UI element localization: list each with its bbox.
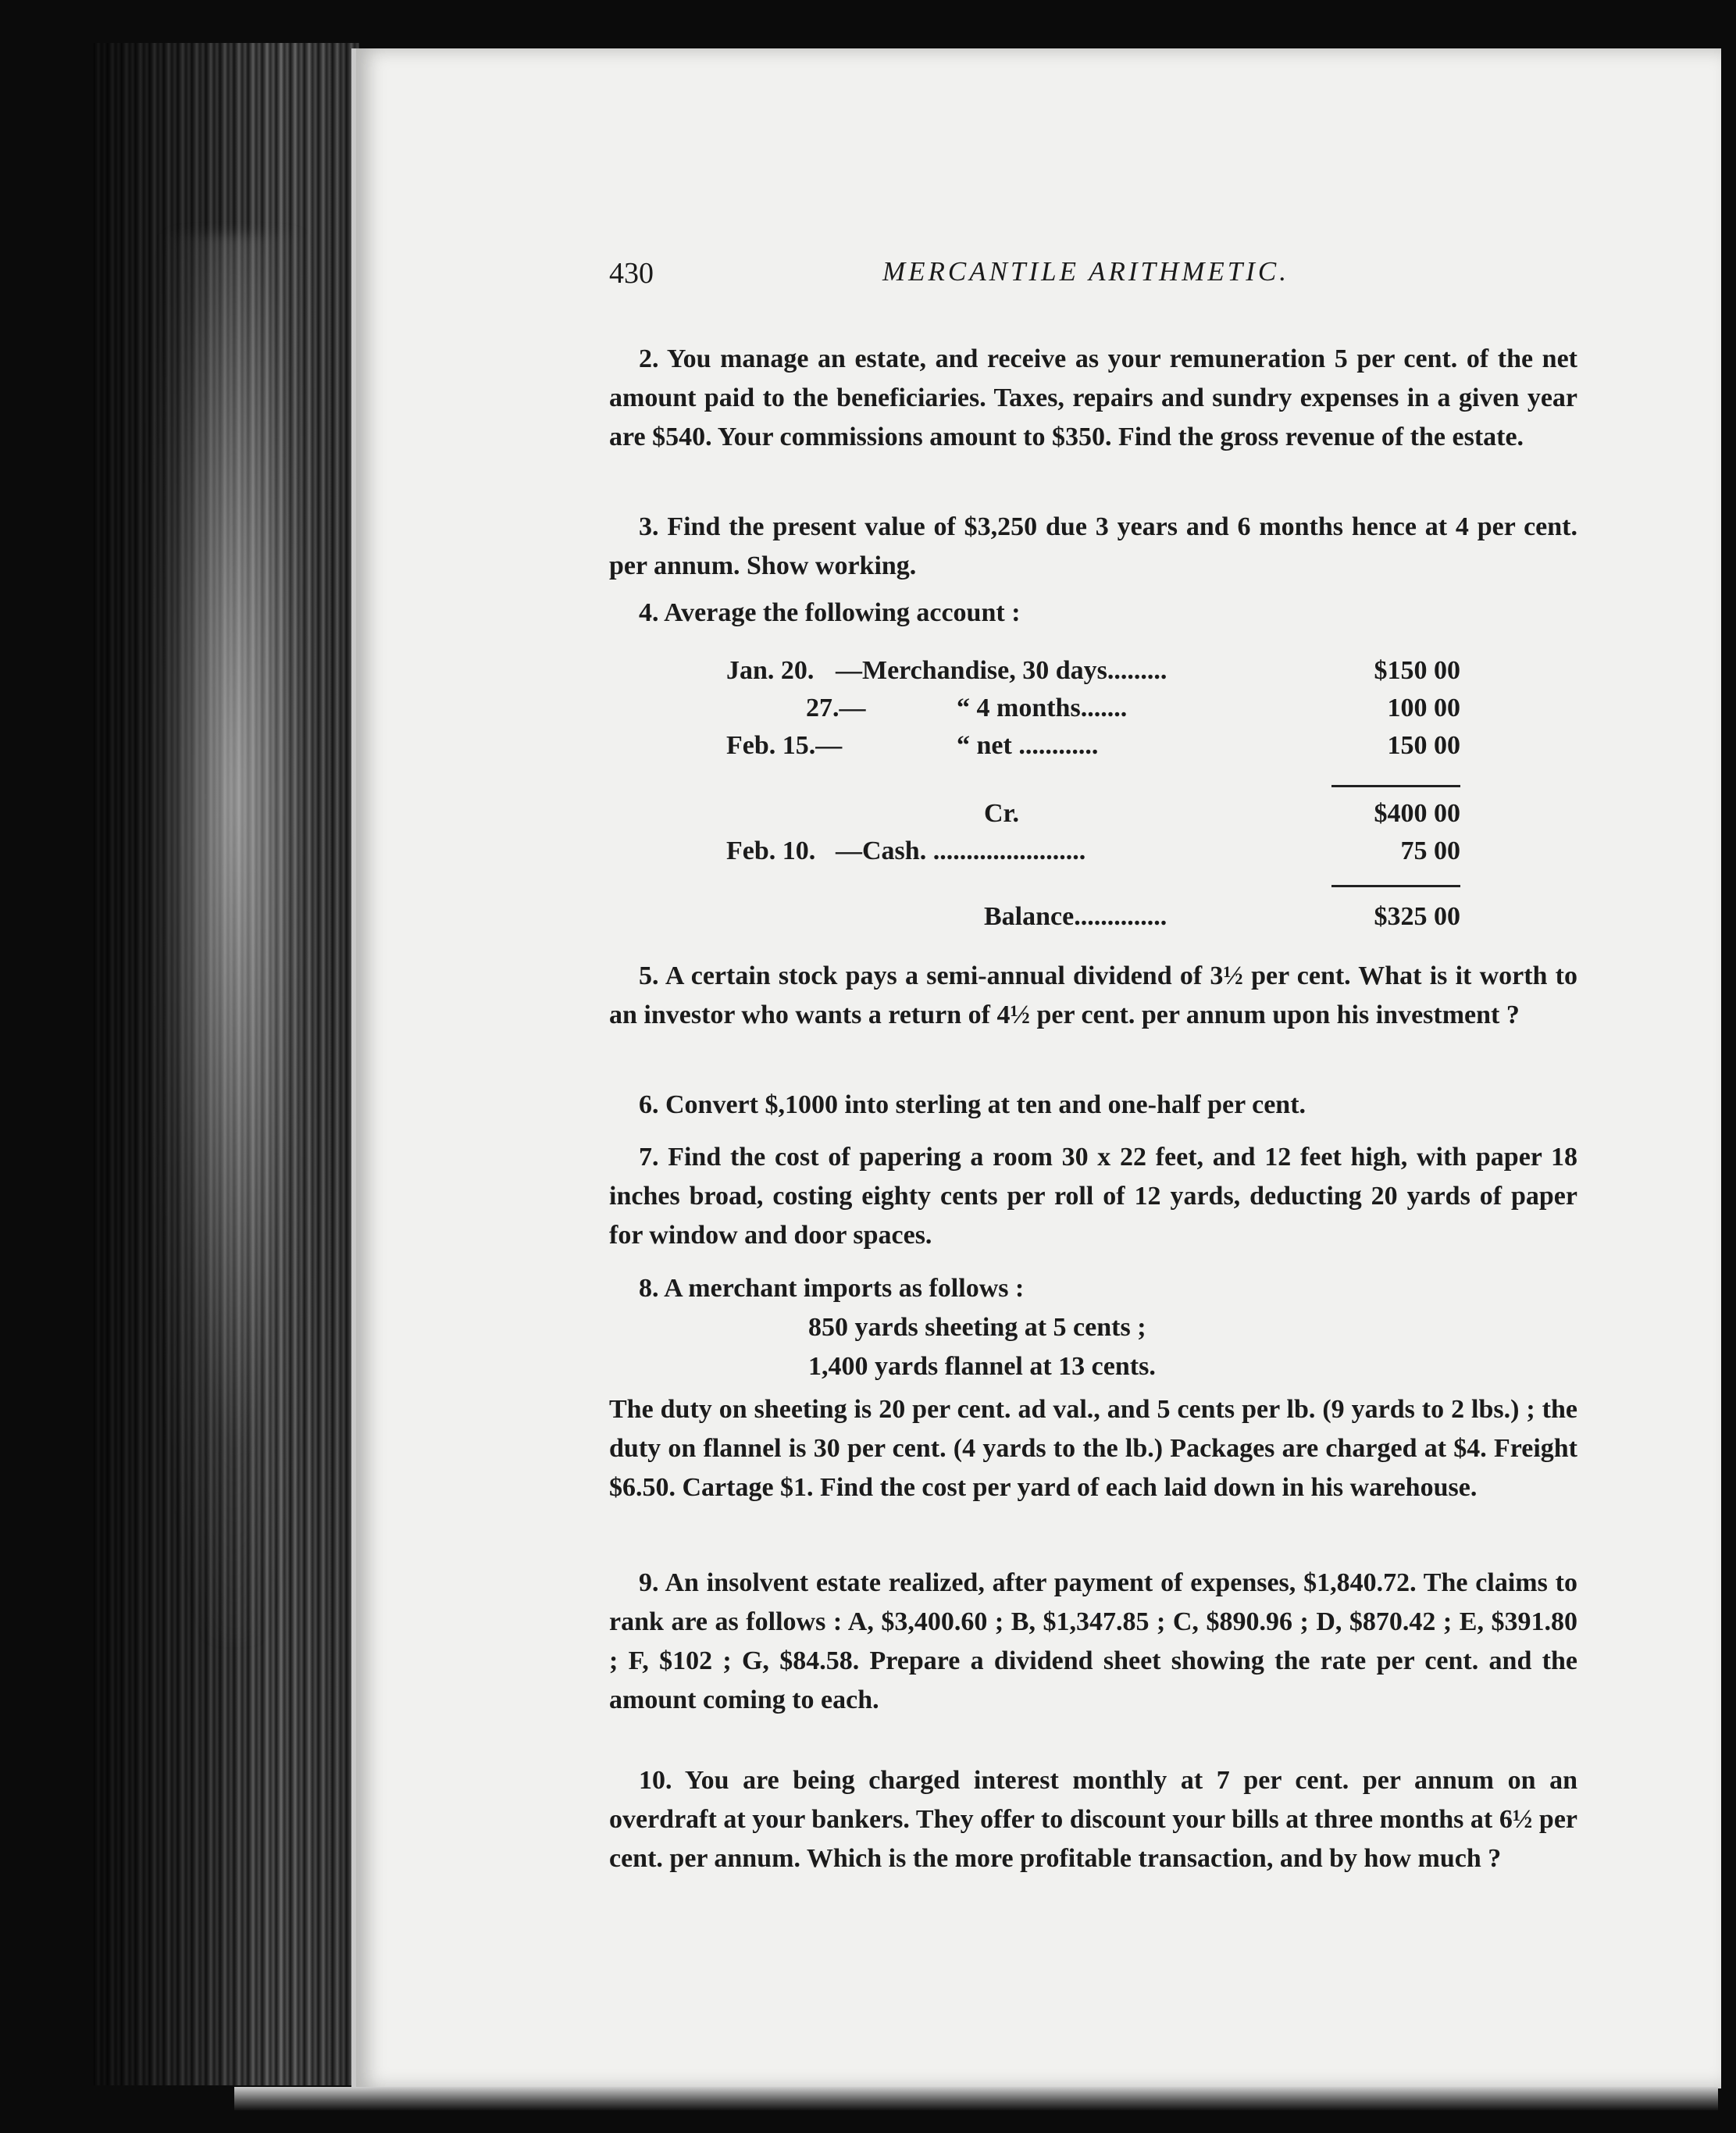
binding-glare: [148, 234, 320, 1640]
problem-4: [609, 594, 1577, 633]
account-amount: 150 00: [1387, 731, 1460, 760]
account-date: Jan. 20.: [726, 656, 815, 685]
cash-item: —Cash. .......................: [836, 836, 1086, 865]
page-number: 430: [609, 257, 654, 290]
account-row: [726, 727, 1460, 765]
cash-date: Feb. 10.: [726, 836, 816, 865]
problem-8-body-text: The duty on sheeting is 20 per cent. ad val., and 5 cents per lb. (9 yards to 2 lbs.) ; the duty on flannel is 30 per cent. (4 yards to the lb.) Packages are charged at $4. Freight $6.50. Cartage $1. Find the cost per yard of each laid down in his warehouse.: [609, 1395, 1577, 1502]
page-header: [609, 256, 1390, 295]
page-bottom-edge: [234, 2087, 1718, 2110]
running-title: MERCANTILE ARITHMETIC.: [882, 256, 1289, 287]
import-item: 850 yards sheeting at 5 cents ;: [808, 1313, 1146, 1342]
account-cr-row: [726, 795, 1460, 833]
import-list: [808, 1308, 1433, 1386]
cr-label: Cr.: [984, 799, 1020, 828]
problem-3-text: 3. Find the present value of $3,250 due 3 years and 6 months hence at 4 per cent. per annum. Show working.: [609, 512, 1577, 580]
problem-9-text: 9. An insolvent estate realized, after payment of expenses, $1,840.72. The claims to rank are as follows : A, $3,400.60 ; B, $1,347.85 ; C, $890.96 ; D, $870.42 ; E, $391.80 ; F, $102 ; G, $84.58. Prepare a dividend sheet showing the rate per cent. and the amount coming to each.: [609, 1568, 1577, 1714]
balance-rule: [1331, 885, 1460, 887]
problem-8-intro: 8. A merchant imports as follows :: [639, 1274, 1025, 1303]
problem-6: [609, 1086, 1577, 1125]
problem-8-body: [609, 1390, 1577, 1507]
account-date: 27.—: [806, 694, 866, 722]
problem-4-text: 4. Average the following account :: [639, 598, 1021, 627]
account-row: [726, 690, 1460, 727]
balance-label: Balance..............: [984, 902, 1167, 931]
balance-amount: $325 00: [1374, 902, 1460, 931]
problem-9: [609, 1564, 1577, 1720]
problem-10: [609, 1761, 1577, 1878]
problem-5-text: 5. A certain stock pays a semi-annual dividend of 3½ per cent. What is it worth to an investor who wants a return of 4½ per cent. per annum upon his investment ?: [609, 961, 1577, 1029]
problem-6-text: 6. Convert $,1000 into sterling at ten and one-half per cent.: [639, 1090, 1306, 1119]
problem-10-text: 10. You are being charged interest monthly at 7 per cent. per annum on an overdraft at your bankers. They offer to discount your bills at three months at 6½ per cent. per annum. Which is the more profitable transaction, and by how much ?: [609, 1766, 1577, 1873]
problem-5: [609, 957, 1577, 1035]
account-date: Feb. 15.—: [726, 731, 843, 760]
balance-row: [726, 898, 1460, 936]
problem-7-text: 7. Find the cost of papering a room 30 x 22 feet, and 12 feet high, with paper 18 inches broad, costing eighty cents per roll of 12 yards, deducting 20 yards of paper for window and door spaces.: [609, 1143, 1577, 1250]
problem-8: [609, 1269, 1577, 1308]
problem-2: [609, 340, 1577, 457]
balance-line: [726, 898, 1460, 937]
account-row: [726, 652, 1460, 690]
account-item: “ net ............: [957, 731, 1099, 760]
account-item: —Merchandise, 30 days.........: [836, 656, 1167, 685]
problem-7: [609, 1138, 1577, 1255]
problem-2-text: 2. You manage an estate, and receive as your remuneration 5 per cent. of the net amount paid to the beneficiaries. Taxes, repairs and sundry expenses in a given year are $540. Your commissions amount to $350. Find the gross revenue of the estate.: [609, 344, 1577, 451]
total-debits: $400 00: [1374, 799, 1460, 828]
account-cash-row: [726, 833, 1460, 870]
account-amount: 100 00: [1387, 694, 1460, 722]
import-item: 1,400 yards flannel at 13 cents.: [808, 1352, 1156, 1381]
cash-amount: 75 00: [1400, 836, 1460, 865]
account-amount: $150 00: [1374, 656, 1460, 685]
account-table: [726, 652, 1460, 918]
problem-3: [609, 508, 1577, 586]
account-item: “ 4 months.......: [957, 694, 1128, 722]
sum-rule: [1331, 785, 1460, 787]
